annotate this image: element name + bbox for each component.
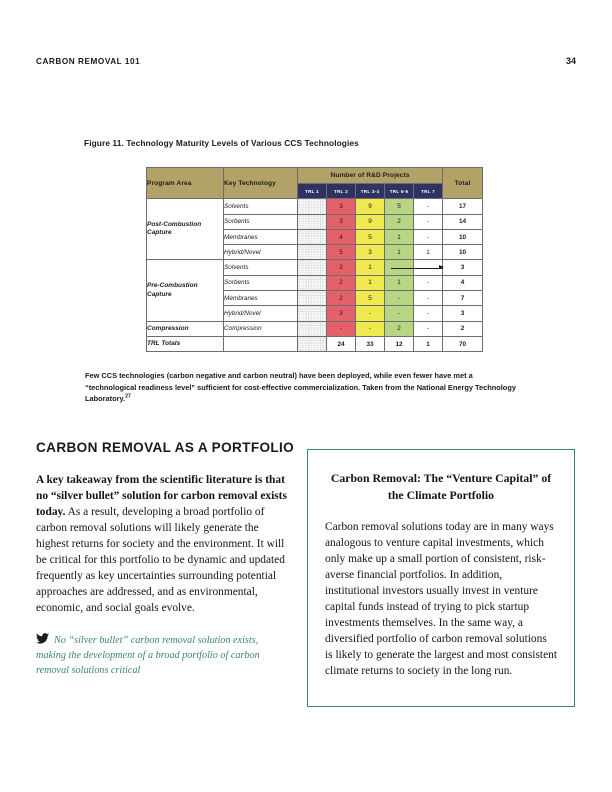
cell-trl2: 3	[327, 214, 356, 229]
totals-label: TRL Totals	[147, 336, 224, 351]
cell-total: 4	[443, 275, 483, 290]
header-trl-1: TRL 1	[298, 184, 327, 199]
cell-trl1	[298, 199, 327, 214]
cell-trl34: 1	[356, 260, 385, 275]
cell-trl34: -	[356, 321, 385, 336]
cell-total: 10	[443, 229, 483, 244]
figure-note-footnote: 27	[125, 393, 131, 400]
cell-total: 2	[443, 321, 483, 336]
cell-trl2: 4	[327, 229, 356, 244]
tweet-callout[interactable]	[36, 633, 289, 679]
body-paragraph	[36, 472, 289, 616]
body-paragraph-lead: A key takeaway from the scientific literature is that no “silver bullet” solution for carbon removal exists today.	[36, 474, 287, 519]
header-trl-2: TRL 2	[327, 184, 356, 199]
cell-trl7: -	[414, 199, 443, 214]
cell-trl7: -	[414, 306, 443, 321]
cell-trl56: 1	[385, 275, 414, 290]
cell-trl34: 5	[356, 291, 385, 306]
table-row	[147, 321, 483, 336]
totals-trl1	[298, 336, 327, 351]
cell-trl56: 5	[385, 199, 414, 214]
cell-trl7: -	[414, 321, 443, 336]
cell-trl1	[298, 275, 327, 290]
cell-trl7: -	[414, 291, 443, 306]
figure-block	[84, 138, 532, 404]
cell-trl34: 9	[356, 214, 385, 229]
header-trl-5-6: TRL 5-6	[385, 184, 414, 199]
cell-trl2: 3	[327, 199, 356, 214]
cell-total: 10	[443, 245, 483, 260]
cell-trl56: 2	[385, 321, 414, 336]
cell-trl34: 1	[356, 275, 385, 290]
technology-label: Sorbents	[224, 214, 298, 229]
totals-trl2: 24	[327, 336, 356, 351]
cell-trl34: 5	[356, 229, 385, 244]
sidebar-callout-body: Carbon removal solutions today are in many ways analogous to venture capital investments, which only make up a small portion of consistent, risk-averse financial portfolios. In addition, institutional investors usually invest in venture capital funds instead of trying to pick startup investments themselves. In the same way, a diversified portfolio of carbon removal solutions is likely to generate the largest and most consistent climate returns to society in the long run.	[325, 520, 557, 677]
cell-trl2: 5	[327, 245, 356, 260]
cell-trl56: 2	[385, 214, 414, 229]
totals-trl34: 33	[356, 336, 385, 351]
ccs-maturity-table	[146, 167, 483, 352]
cell-trl56-arrow	[385, 260, 414, 275]
cell-trl34: -	[356, 306, 385, 321]
figure-note-text: Few CCS technologies (carbon negative and carbon neutral) have been deployed, while even fewer have met a “technological readiness level” sufficient for cost-effective commercialization. Taken from the National Energy Technology Laboratory.	[85, 371, 516, 403]
cell-trl2: 2	[327, 291, 356, 306]
program-area-pre-combustion: Pre-Combustion Capture	[147, 260, 224, 321]
sidebar-callout-box	[307, 449, 575, 707]
technology-label: Compression	[224, 321, 298, 336]
cell-trl7: -	[414, 214, 443, 229]
cell-trl2: -	[327, 321, 356, 336]
cell-trl1	[298, 321, 327, 336]
technology-label: Membranes	[224, 291, 298, 306]
cell-trl56: -	[385, 306, 414, 321]
twitter-bird-icon	[36, 633, 49, 644]
totals-technology	[224, 336, 298, 351]
cell-trl7: 1	[414, 245, 443, 260]
main-body-column	[36, 472, 289, 679]
cell-total: 7	[443, 291, 483, 306]
tweet-text: No “silver bullet” carbon removal solution exists, making the development of a broad portfolio of carbon removal solutions critical	[36, 635, 260, 677]
cell-trl1	[298, 214, 327, 229]
page-title: CARBON REMOVAL AS A PORTFOLIO	[36, 440, 295, 455]
sidebar-callout-title: Carbon Removal: The “Venture Capital” of the Climate Portfolio	[330, 471, 552, 502]
cell-total: 17	[443, 199, 483, 214]
table-totals-row	[147, 336, 483, 351]
technology-label: Hybrid/Novel	[224, 306, 298, 321]
figure-note	[85, 370, 523, 404]
cell-trl2: 3	[327, 306, 356, 321]
cell-total: 3	[443, 306, 483, 321]
table-row	[147, 199, 483, 214]
totals-trl7: 1	[414, 336, 443, 351]
table-row	[147, 260, 483, 275]
technology-label: Membranes	[224, 229, 298, 244]
header-key-technology: Key Technology	[224, 168, 298, 199]
cell-trl7: -	[414, 229, 443, 244]
running-header-title: CARBON REMOVAL 101	[36, 57, 141, 66]
cell-trl56: 1	[385, 245, 414, 260]
header-total: Total	[443, 168, 483, 199]
header-rd-projects-group: Number of R&D Projects	[298, 168, 443, 184]
header-trl-3-4: TRL 3-4	[356, 184, 385, 199]
ccs-maturity-table-wrapper	[146, 167, 482, 352]
totals-total: 70	[443, 336, 483, 351]
cell-trl56: -	[385, 291, 414, 306]
technology-label: Sorbents	[224, 275, 298, 290]
cell-total: 14	[443, 214, 483, 229]
page-running-header	[36, 56, 576, 66]
header-trl-7: TRL 7	[414, 184, 443, 199]
cell-trl1	[298, 291, 327, 306]
cell-trl1	[298, 306, 327, 321]
header-program-area: Program Area	[147, 168, 224, 199]
cell-trl34: 9	[356, 199, 385, 214]
technology-label: Solvents	[224, 199, 298, 214]
cell-trl2: 2	[327, 275, 356, 290]
totals-trl56: 12	[385, 336, 414, 351]
figure-caption-title: Figure 11. Technology Maturity Levels of Various CCS Technologies	[84, 138, 359, 148]
program-area-compression: Compression	[147, 321, 224, 336]
cell-trl1	[298, 245, 327, 260]
program-area-post-combustion: Post-Combustion Capture	[147, 199, 224, 260]
cell-trl7: -	[414, 275, 443, 290]
cell-trl2: 2	[327, 260, 356, 275]
table-header-row	[147, 168, 483, 184]
technology-label: Solvents	[224, 260, 298, 275]
cell-trl56: 1	[385, 229, 414, 244]
technology-label: Hybrid/Novel	[224, 245, 298, 260]
cell-trl1	[298, 229, 327, 244]
cell-trl1	[298, 260, 327, 275]
body-paragraph-rest: As a result, developing a broad portfolio of carbon removal solutions will likely generate the highest returns for society and the environment. It will be critical for this portfolio to be dynamic and updated frequently as key uncertainties surrounding potential approaches are addressed, and as environmental, economic, and social goals evolve.	[36, 506, 285, 615]
cell-trl34: 3	[356, 245, 385, 260]
maturity-arrow-icon	[391, 268, 443, 269]
cell-total: 3	[443, 260, 483, 275]
page-number: 34	[565, 56, 576, 66]
